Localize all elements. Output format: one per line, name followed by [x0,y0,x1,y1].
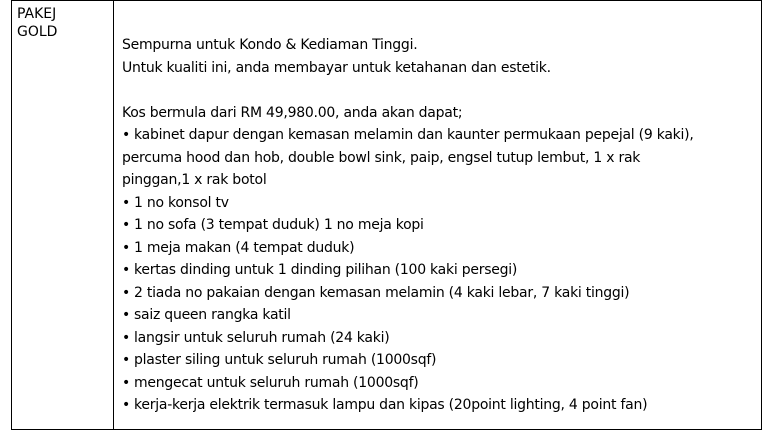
list-item-line: pinggan,1 x rak botol [122,172,267,188]
description-line-1: Sempurna untuk Kondo & Kediaman Tinggi. [122,37,418,53]
list-item [122,192,757,215]
package-table [11,0,762,430]
list-item [122,214,757,237]
list-item-text: langsir untuk seluruh rumah (24 kaki) [134,329,390,346]
included-items-list [122,124,757,417]
list-item [122,394,757,417]
blank-line [122,79,757,102]
list-item-text: kerja-kerja elektrik termasuk lampu dan kipas (20point lighting, 4 point fan) [134,397,648,413]
list-item [122,372,757,395]
bullet-icon: • [122,194,131,211]
list-item-text: 1 no sofa (3 tempat duduk) 1 no meja kopi [134,217,424,233]
list-item-text: 1 meja makan (4 tempat duduk) [134,239,355,256]
list-item-line [122,394,757,417]
bullet-icon: • [122,307,131,323]
list-item [122,327,757,350]
list-item-text: plaster siling untuk seluruh rumah (1000sqf) [134,352,437,368]
list-item-line [122,124,757,147]
price-line: Kos bermula dari RM 49,980.00, anda akan dapat; [122,104,463,121]
list-item-line [122,304,757,327]
list-item [122,349,757,372]
bullet-icon: • [122,284,131,301]
bullet-icon: • [122,127,131,143]
bullet-icon: • [122,329,131,346]
list-item-line [122,192,757,215]
bullet-icon: • [122,217,131,233]
list-item-text: 2 tiada no pakaian dengan kemasan melamin (4 kaki lebar, 7 kaki tinggi) [134,284,630,301]
bullet-icon: • [122,374,131,391]
list-item-line [122,327,757,350]
package-description-cell [114,1,761,429]
list-item-text: 1 no konsol tv [134,194,229,211]
list-item-line: percuma hood dan hob, double bowl sink, paip, engsel tutup lembut, 1 x rak [122,149,641,166]
bullet-icon: • [122,262,131,278]
list-item-line [122,214,757,237]
list-item-text: saiz queen rangka katil [134,307,291,323]
list-item-line [122,349,757,372]
bullet-icon: • [122,352,131,368]
list-item-line [122,372,757,395]
list-item [122,124,757,192]
list-item-line [122,282,757,305]
list-item-text: mengecat untuk seluruh rumah (1000sqf) [134,374,419,391]
list-item [122,304,757,327]
list-item [122,259,757,282]
description-line-2: Untuk kualiti ini, anda membayar untuk ketahanan dan estetik. [122,59,551,76]
package-label-line2: GOLD [17,24,58,40]
list-item [122,282,757,305]
bullet-icon: • [122,239,131,256]
list-item-text: kabinet dapur dengan kemasan melamin dan kaunter permukaan pepejal (9 kaki), [134,127,694,143]
list-item-line [122,259,757,282]
list-item-text: kertas dinding untuk 1 dinding pilihan (100 kaki persegi) [134,262,518,278]
package-label-line1: PAKEJ [17,6,57,22]
list-item-line [122,237,757,260]
list-item [122,237,757,260]
package-name-cell [12,1,114,429]
bullet-icon: • [122,397,131,413]
